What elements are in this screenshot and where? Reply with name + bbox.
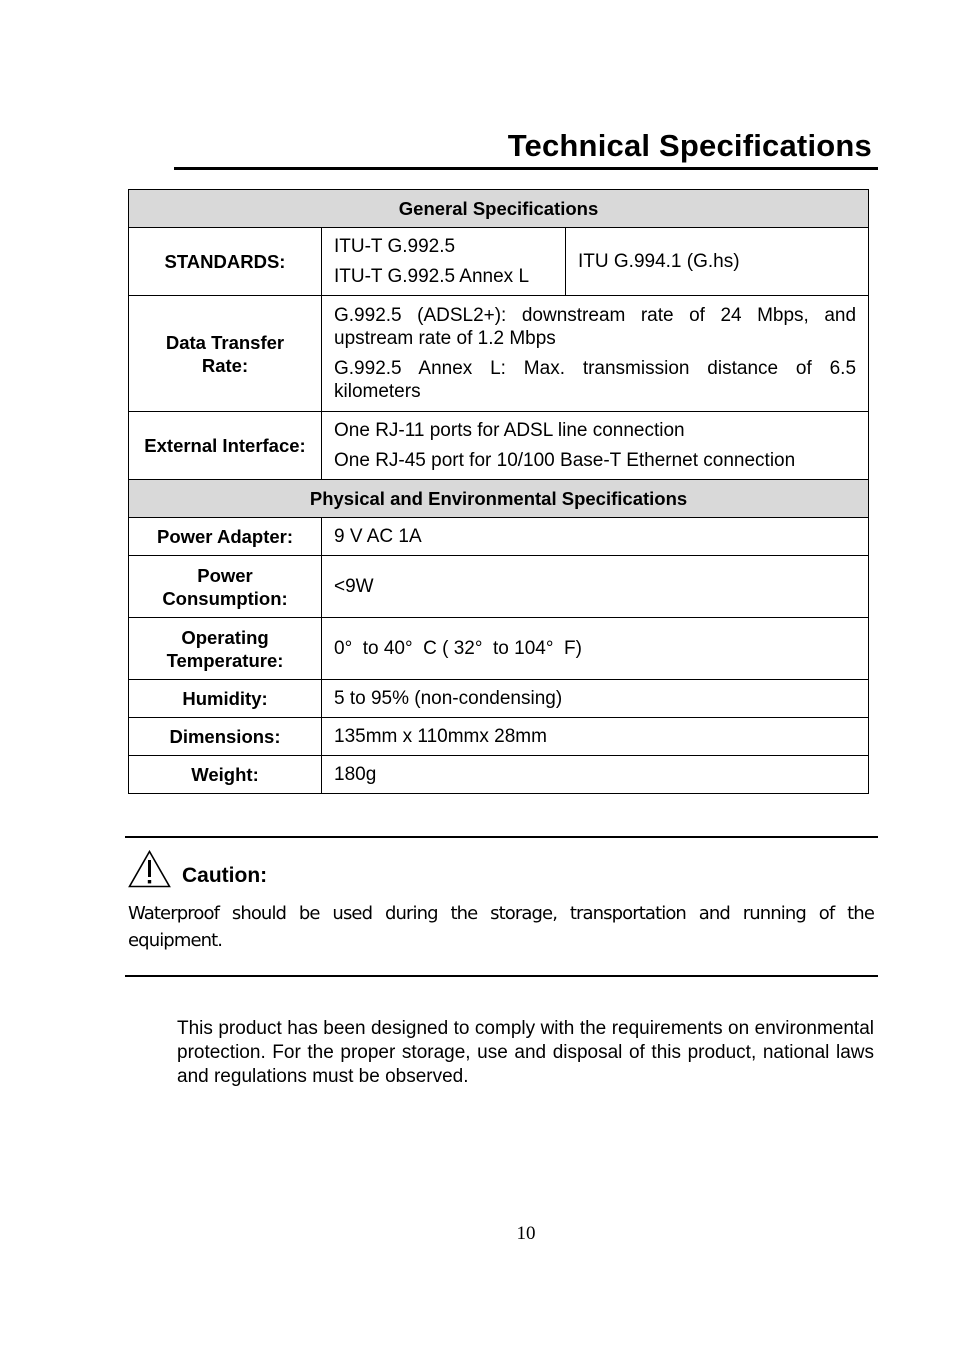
- standards-value-primary: [322, 228, 566, 296]
- table-row: [129, 718, 869, 756]
- specifications-table: [128, 189, 869, 794]
- dimensions-label: Dimensions:: [129, 718, 322, 756]
- standards-line: ITU-T G.992.5 Annex L: [334, 266, 530, 287]
- data-rate-line: G.992.5 (ADSL2+): downstream rate of 24 Mbps, and upstream rate of 1.2 Mbps: [334, 305, 857, 349]
- standards-value-secondary: ITU G.994.1 (G.hs): [566, 228, 869, 296]
- environment-note: This product has been designed to comply with the requirements on environmental protection. For the proper storage, use and disposal of this product, national laws and regulations must be observed.: [177, 1018, 874, 1087]
- table-row: [129, 680, 869, 718]
- title-underline: [174, 167, 878, 170]
- weight-value: 180g: [322, 756, 869, 794]
- external-interface-label: External Interface:: [129, 412, 322, 480]
- data-transfer-rate-label: Data Transfer Rate:: [129, 296, 322, 412]
- humidity-label: Humidity:: [129, 680, 322, 718]
- caution-heading: [128, 848, 267, 888]
- data-transfer-rate-value: [322, 296, 869, 412]
- caution-text: Waterproof should be used during the storage, transportation and running of the equipment.: [128, 903, 874, 951]
- caution-bottom-rule: [125, 975, 878, 977]
- table-row: [129, 228, 869, 296]
- dimensions-value: 135mm x 110mmx 28mm: [322, 718, 869, 756]
- humidity-value: 5 to 95% (non-condensing): [322, 680, 869, 718]
- table-row: [129, 296, 869, 412]
- power-adapter-value: 9 V AC 1A: [322, 518, 869, 556]
- weight-label: Weight:: [129, 756, 322, 794]
- physical-specifications-header: Physical and Environmental Specifications: [129, 480, 869, 518]
- data-rate-line: G.992.5 Annex L: Max. transmission distance of 6.5 kilometers: [334, 358, 857, 402]
- external-interface-value: [322, 412, 869, 480]
- standards-label: STANDARDS:: [129, 228, 322, 296]
- caution-label: Caution:: [182, 864, 268, 887]
- table-row: [129, 412, 869, 480]
- power-consumption-label: Power Consumption:: [129, 556, 322, 618]
- table-row: [129, 618, 869, 680]
- warning-triangle-icon: [128, 850, 171, 888]
- general-specifications-header: General Specifications: [129, 190, 869, 228]
- table-row: [129, 480, 869, 518]
- table-row: [129, 518, 869, 556]
- caution-top-rule: [125, 836, 878, 838]
- page-title: Technical Specifications: [507, 128, 872, 163]
- table-row: [129, 190, 869, 228]
- operating-temperature-value: 0° to 40° C ( 32° to 104° F): [322, 618, 869, 680]
- page-number: 10: [516, 1223, 536, 1244]
- power-adapter-label: Power Adapter:: [129, 518, 322, 556]
- table-row: [129, 556, 869, 618]
- table-row: [129, 756, 869, 794]
- power-consumption-value: <9W: [322, 556, 869, 618]
- interface-line: One RJ-45 port for 10/100 Base-T Ethernet connection: [334, 450, 796, 471]
- interface-line: One RJ-11 ports for ADSL line connection: [334, 420, 685, 441]
- operating-temperature-label: Operating Temperature:: [129, 618, 322, 680]
- standards-line: ITU-T G.992.5: [334, 236, 456, 257]
